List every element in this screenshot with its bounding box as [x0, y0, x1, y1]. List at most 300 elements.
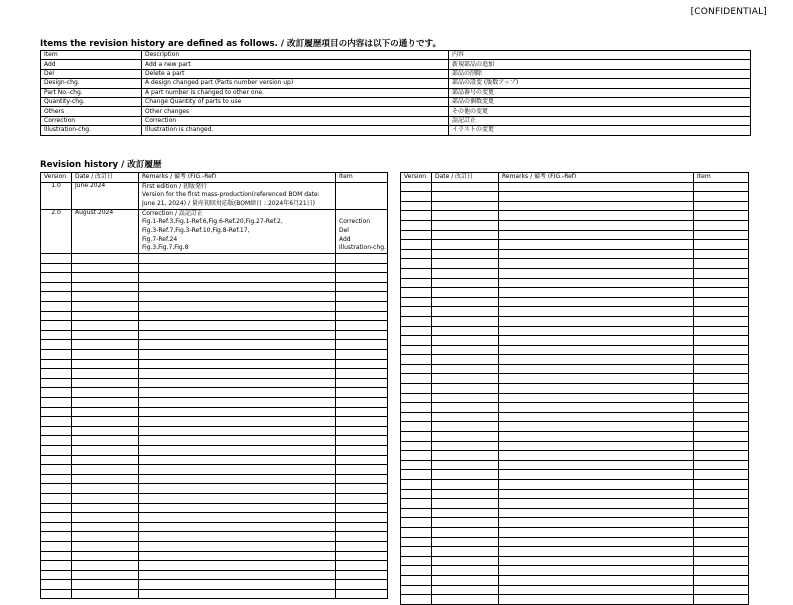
revision-empty-cell: [401, 259, 432, 269]
revision-empty-cell: [694, 384, 749, 394]
revision-empty-cell: [41, 292, 72, 302]
revision-empty-cell: [41, 589, 72, 599]
revision-empty-cell: [499, 460, 694, 470]
revision-remark-line: Fig.1-Ref.3,Fig.1-Ref.6,Fig.6-Ref.20,Fig.27-Ref.2,: [142, 218, 283, 226]
revision-empty-cell: [432, 249, 499, 259]
revision-empty-row: [41, 541, 388, 551]
items-cell: Quantity-chg.: [41, 97, 142, 106]
revision-empty-cell: [72, 254, 139, 264]
revision-empty-cell: [41, 465, 72, 475]
revision-empty-cell: [336, 359, 388, 369]
revision-empty-cell: [139, 417, 336, 427]
items-cell: 部品の設変 (版数アップ): [449, 79, 751, 88]
revision-empty-row: [41, 417, 388, 427]
revision-empty-row: [41, 302, 388, 312]
revision-empty-cell: [432, 220, 499, 230]
revision-empty-cell: [401, 508, 432, 518]
items-row: [41, 69, 751, 78]
revision-empty-row: [401, 527, 749, 537]
revision-empty-row: [401, 595, 749, 605]
revision-empty-cell: [432, 384, 499, 394]
revision-empty-cell: [432, 595, 499, 605]
revision-empty-cell: [41, 378, 72, 388]
revision-empty-cell: [139, 484, 336, 494]
revision-empty-cell: [336, 369, 388, 379]
revision-empty-row: [41, 503, 388, 513]
revision-empty-cell: [694, 393, 749, 403]
revision-empty-cell: [41, 532, 72, 542]
revision-empty-cell: [72, 493, 139, 503]
revision-empty-cell: [432, 441, 499, 451]
revision-empty-cell: [41, 474, 72, 484]
revision-empty-cell: [139, 273, 336, 283]
revision-remarks: [139, 182, 336, 209]
revision-empty-cell: [694, 220, 749, 230]
revision-empty-row: [401, 566, 749, 576]
revision-empty-cell: [432, 182, 499, 192]
revision-empty-cell: [72, 340, 139, 350]
revision-empty-cell: [499, 211, 694, 221]
revision-empty-cell: [694, 556, 749, 566]
revision-empty-cell: [72, 532, 139, 542]
revision-empty-row: [41, 436, 388, 446]
revision-empty-cell: [139, 436, 336, 446]
revision-empty-cell: [72, 263, 139, 273]
revision-empty-cell: [41, 445, 72, 455]
revision-empty-cell: [694, 518, 749, 528]
revision-empty-cell: [72, 398, 139, 408]
revision-remark-line: Correction / 誤記訂正: [142, 209, 203, 217]
items-header-row: [41, 51, 751, 60]
revision-empty-cell: [694, 499, 749, 509]
revision-empty-cell: [499, 364, 694, 374]
revision-empty-row: [41, 311, 388, 321]
revision-empty-cell: [72, 445, 139, 455]
revision-remarks: [139, 209, 336, 253]
revision-empty-row: [41, 426, 388, 436]
revision-empty-cell: [41, 503, 72, 513]
revision-empty-cell: [139, 369, 336, 379]
revision-empty-cell: [401, 307, 432, 317]
revision-empty-row: [41, 398, 388, 408]
revision-empty-cell: [401, 201, 432, 211]
revision-empty-cell: [41, 570, 72, 580]
revision-empty-cell: [499, 345, 694, 355]
revision-empty-cell: [432, 326, 499, 336]
revision-empty-row: [41, 561, 388, 571]
revision-empty-cell: [72, 350, 139, 360]
revision-empty-cell: [499, 537, 694, 547]
revision-empty-row: [401, 220, 749, 230]
revision-empty-cell: [401, 326, 432, 336]
revision-empty-cell: [694, 585, 749, 595]
revision-empty-cell: [694, 249, 749, 259]
revision-empty-cell: [336, 340, 388, 350]
revision-empty-cell: [139, 474, 336, 484]
items-cell: 誤記訂正: [449, 116, 751, 125]
revision-remark-line: Fig.3,Fig.7,Fig.8: [142, 244, 189, 252]
revision-empty-cell: [499, 556, 694, 566]
revision-empty-cell: [432, 307, 499, 317]
items-cell: 部品の削除: [449, 69, 751, 78]
items-cell: 新規部品の追加: [449, 60, 751, 69]
items-cell: Change Quantity of parts to use: [142, 97, 449, 106]
revision-empty-cell: [499, 480, 694, 490]
revision-header-cell: Remarks / 備考 (FIG.-Ref): [499, 173, 694, 183]
revision-empty-cell: [401, 412, 432, 422]
revision-empty-cell: [72, 513, 139, 523]
items-row: [41, 79, 751, 88]
revision-remark-line: June 21, 2024) / 量産初回対応版(BOM締日 : 2024年6月21日): [142, 199, 316, 207]
revision-empty-cell: [336, 378, 388, 388]
revision-empty-cell: [432, 537, 499, 547]
revision-empty-row: [41, 493, 388, 503]
revision-empty-cell: [499, 326, 694, 336]
items-cell: A part number is changed to other one.: [142, 88, 449, 97]
revision-empty-row: [41, 570, 388, 580]
revision-empty-cell: [72, 417, 139, 427]
revision-empty-cell: [41, 522, 72, 532]
revision-empty-cell: [139, 561, 336, 571]
revision-empty-cell: [41, 330, 72, 340]
revision-empty-cell: [336, 398, 388, 408]
revision-empty-cell: [336, 302, 388, 312]
items-cell: Design-chg.: [41, 79, 142, 88]
revision-empty-row: [41, 532, 388, 542]
revision-empty-cell: [432, 211, 499, 221]
revision-empty-row: [41, 350, 388, 360]
revision-empty-cell: [336, 292, 388, 302]
revision-empty-cell: [72, 321, 139, 331]
revision-empty-cell: [41, 254, 72, 264]
revision-empty-cell: [336, 580, 388, 590]
revision-empty-row: [401, 192, 749, 202]
revision-empty-cell: [499, 355, 694, 365]
revision-entry-row: [41, 209, 388, 253]
revision-version: 2.0: [41, 209, 72, 253]
revision-empty-cell: [694, 259, 749, 269]
revision-empty-cell: [72, 302, 139, 312]
revision-empty-cell: [336, 551, 388, 561]
revision-empty-cell: [432, 374, 499, 384]
revision-empty-cell: [72, 561, 139, 571]
revision-empty-cell: [336, 445, 388, 455]
revision-empty-cell: [499, 374, 694, 384]
revision-empty-cell: [432, 278, 499, 288]
revision-empty-cell: [694, 412, 749, 422]
revision-empty-cell: [694, 240, 749, 250]
revision-item-line: Illustration-chg.: [339, 244, 387, 252]
revision-empty-row: [401, 336, 749, 346]
revision-empty-cell: [139, 465, 336, 475]
revision-empty-row: [401, 499, 749, 509]
revision-empty-row: [41, 455, 388, 465]
revision-empty-cell: [694, 566, 749, 576]
revision-empty-cell: [694, 288, 749, 298]
revision-empty-cell: [694, 278, 749, 288]
revision-empty-row: [41, 465, 388, 475]
revision-empty-cell: [336, 561, 388, 571]
revision-empty-cell: [401, 489, 432, 499]
revision-empty-cell: [72, 465, 139, 475]
revision-empty-row: [41, 273, 388, 283]
revision-empty-row: [401, 537, 749, 547]
revision-empty-cell: [401, 182, 432, 192]
revision-empty-cell: [432, 316, 499, 326]
revision-empty-cell: [499, 585, 694, 595]
revision-empty-cell: [694, 575, 749, 585]
revision-date: June 2024: [72, 182, 139, 209]
revision-header-cell: Date / 改訂日: [72, 173, 139, 183]
revision-empty-cell: [401, 268, 432, 278]
revision-empty-cell: [694, 307, 749, 317]
revision-empty-row: [401, 326, 749, 336]
revision-empty-cell: [401, 278, 432, 288]
revision-empty-cell: [694, 508, 749, 518]
revision-empty-cell: [499, 566, 694, 576]
revision-empty-cell: [401, 249, 432, 259]
items-cell: Illustration-chg.: [41, 126, 142, 135]
revision-empty-cell: [72, 589, 139, 599]
revision-empty-cell: [432, 556, 499, 566]
revision-empty-row: [401, 480, 749, 490]
revision-empty-cell: [139, 493, 336, 503]
revision-empty-cell: [72, 369, 139, 379]
revision-empty-cell: [401, 527, 432, 537]
revision-empty-cell: [499, 182, 694, 192]
revision-empty-cell: [336, 465, 388, 475]
revision-empty-cell: [336, 426, 388, 436]
revision-empty-cell: [499, 489, 694, 499]
revision-empty-cell: [401, 220, 432, 230]
revision-empty-cell: [401, 566, 432, 576]
items-row: [41, 60, 751, 69]
revision-empty-cell: [139, 330, 336, 340]
revision-empty-cell: [401, 393, 432, 403]
revision-items: [336, 209, 388, 253]
revision-empty-cell: [694, 326, 749, 336]
revision-empty-cell: [499, 268, 694, 278]
revision-empty-cell: [499, 288, 694, 298]
revision-empty-cell: [694, 403, 749, 413]
items-row: [41, 97, 751, 106]
revision-empty-cell: [694, 527, 749, 537]
revision-empty-cell: [401, 384, 432, 394]
revision-empty-cell: [401, 575, 432, 585]
revision-empty-cell: [401, 470, 432, 480]
items-cell: Add: [41, 60, 142, 69]
revision-empty-row: [41, 369, 388, 379]
revision-empty-cell: [499, 508, 694, 518]
revision-version: 1.0: [41, 182, 72, 209]
revision-empty-cell: [432, 566, 499, 576]
revision-empty-cell: [432, 364, 499, 374]
revision-empty-row: [401, 268, 749, 278]
revision-empty-cell: [401, 403, 432, 413]
revision-empty-cell: [499, 297, 694, 307]
revision-empty-cell: [694, 432, 749, 442]
revision-empty-cell: [72, 570, 139, 580]
revision-empty-cell: [499, 595, 694, 605]
revision-empty-cell: [139, 388, 336, 398]
revision-empty-cell: [336, 321, 388, 331]
items-cell: 部品番号の変更: [449, 88, 751, 97]
revision-empty-cell: [139, 541, 336, 551]
revision-empty-cell: [432, 201, 499, 211]
confidential-label: [CONFIDENTIAL]: [690, 7, 767, 17]
revision-empty-row: [41, 522, 388, 532]
revision-empty-cell: [694, 595, 749, 605]
revision-empty-cell: [41, 369, 72, 379]
revision-item-line: Add: [339, 235, 351, 243]
revision-empty-cell: [336, 570, 388, 580]
revision-empty-cell: [41, 263, 72, 273]
revision-empty-cell: [139, 589, 336, 599]
revision-empty-cell: [401, 460, 432, 470]
revision-empty-cell: [72, 541, 139, 551]
revision-empty-cell: [139, 407, 336, 417]
revision-empty-row: [401, 345, 749, 355]
revision-item-line: Correction: [339, 218, 371, 226]
revision-empty-cell: [139, 282, 336, 292]
revision-empty-cell: [336, 455, 388, 465]
revision-empty-cell: [694, 374, 749, 384]
items-header-cell: Item: [41, 51, 142, 60]
revision-empty-cell: [401, 585, 432, 595]
revision-empty-cell: [499, 220, 694, 230]
items-row: [41, 107, 751, 116]
revision-empty-cell: [336, 273, 388, 283]
revision-empty-cell: [72, 503, 139, 513]
revision-entry-row: [41, 182, 388, 209]
revision-empty-cell: [336, 282, 388, 292]
revision-empty-cell: [401, 556, 432, 566]
revision-empty-cell: [401, 288, 432, 298]
revision-empty-cell: [41, 513, 72, 523]
revision-empty-row: [401, 384, 749, 394]
items-cell: Delete a part: [142, 69, 449, 78]
revision-empty-cell: [499, 240, 694, 250]
revision-empty-cell: [401, 518, 432, 528]
revision-empty-row: [41, 340, 388, 350]
revision-empty-cell: [336, 436, 388, 446]
revision-empty-cell: [401, 422, 432, 432]
revision-empty-cell: [401, 316, 432, 326]
revision-item-line: [339, 200, 387, 209]
revision-empty-cell: [694, 336, 749, 346]
revision-empty-row: [41, 407, 388, 417]
revision-empty-cell: [72, 474, 139, 484]
revision-empty-cell: [694, 470, 749, 480]
items-row: [41, 88, 751, 97]
revision-empty-cell: [432, 355, 499, 365]
revision-empty-cell: [72, 359, 139, 369]
revision-empty-cell: [499, 201, 694, 211]
revision-empty-cell: [72, 388, 139, 398]
revision-empty-cell: [499, 547, 694, 557]
revision-empty-cell: [694, 182, 749, 192]
revision-empty-cell: [336, 589, 388, 599]
items-header-cell: 内容: [449, 51, 751, 60]
revision-empty-cell: [401, 364, 432, 374]
items-row: [41, 116, 751, 125]
revision-empty-cell: [401, 547, 432, 557]
revision-empty-cell: [432, 499, 499, 509]
revision-remark-line: Fig.3-Ref.7,Fig.3-Ref.10,Fig.8-Ref.17,: [142, 227, 250, 235]
revision-empty-cell: [432, 518, 499, 528]
revision-empty-cell: [336, 503, 388, 513]
revision-empty-row: [401, 201, 749, 211]
revision-empty-cell: [499, 316, 694, 326]
revision-empty-row: [41, 263, 388, 273]
revision-empty-row: [401, 403, 749, 413]
revision-empty-row: [401, 182, 749, 192]
revision-empty-cell: [694, 547, 749, 557]
revision-empty-cell: [432, 480, 499, 490]
revision-empty-cell: [72, 311, 139, 321]
revision-empty-cell: [499, 575, 694, 585]
revision-empty-row: [401, 230, 749, 240]
revision-empty-row: [41, 378, 388, 388]
revision-empty-cell: [41, 273, 72, 283]
revision-empty-cell: [694, 364, 749, 374]
revision-empty-cell: [336, 541, 388, 551]
revision-empty-row: [401, 364, 749, 374]
revision-empty-cell: [499, 451, 694, 461]
revision-empty-row: [41, 321, 388, 331]
revision-empty-cell: [401, 230, 432, 240]
revision-empty-cell: [499, 192, 694, 202]
revision-empty-row: [41, 292, 388, 302]
revision-empty-row: [401, 211, 749, 221]
revision-remark-line: Fig.7-Ref.24: [142, 235, 178, 243]
revision-empty-cell: [41, 302, 72, 312]
revision-empty-row: [401, 451, 749, 461]
revision-empty-row: [41, 254, 388, 264]
revision-empty-cell: [139, 263, 336, 273]
revision-empty-cell: [499, 259, 694, 269]
revision-empty-cell: [72, 455, 139, 465]
revision-empty-cell: [432, 192, 499, 202]
revision-empty-cell: [41, 541, 72, 551]
revision-empty-row: [401, 460, 749, 470]
revision-empty-cell: [139, 378, 336, 388]
revision-empty-row: [41, 359, 388, 369]
revision-empty-row: [401, 278, 749, 288]
items-cell: Del: [41, 69, 142, 78]
revision-empty-cell: [499, 384, 694, 394]
revision-empty-cell: [41, 551, 72, 561]
revision-empty-cell: [139, 292, 336, 302]
revision-empty-cell: [41, 311, 72, 321]
revision-empty-cell: [72, 292, 139, 302]
revision-empty-row: [401, 393, 749, 403]
revision-empty-cell: [41, 417, 72, 427]
revision-empty-cell: [139, 503, 336, 513]
revision-empty-cell: [401, 537, 432, 547]
revision-empty-cell: [401, 297, 432, 307]
revision-empty-cell: [694, 192, 749, 202]
revision-empty-cell: [336, 493, 388, 503]
items-definition-title: Items the revision history are defined as follows. / 改訂履歴項目の内容は以下の通りです。: [40, 39, 442, 49]
revision-empty-cell: [432, 288, 499, 298]
revision-empty-cell: [72, 580, 139, 590]
revision-empty-cell: [41, 321, 72, 331]
revision-empty-cell: [499, 403, 694, 413]
revision-empty-cell: [72, 426, 139, 436]
revision-empty-cell: [41, 282, 72, 292]
revision-header-cell: Date / 改訂日: [432, 173, 499, 183]
